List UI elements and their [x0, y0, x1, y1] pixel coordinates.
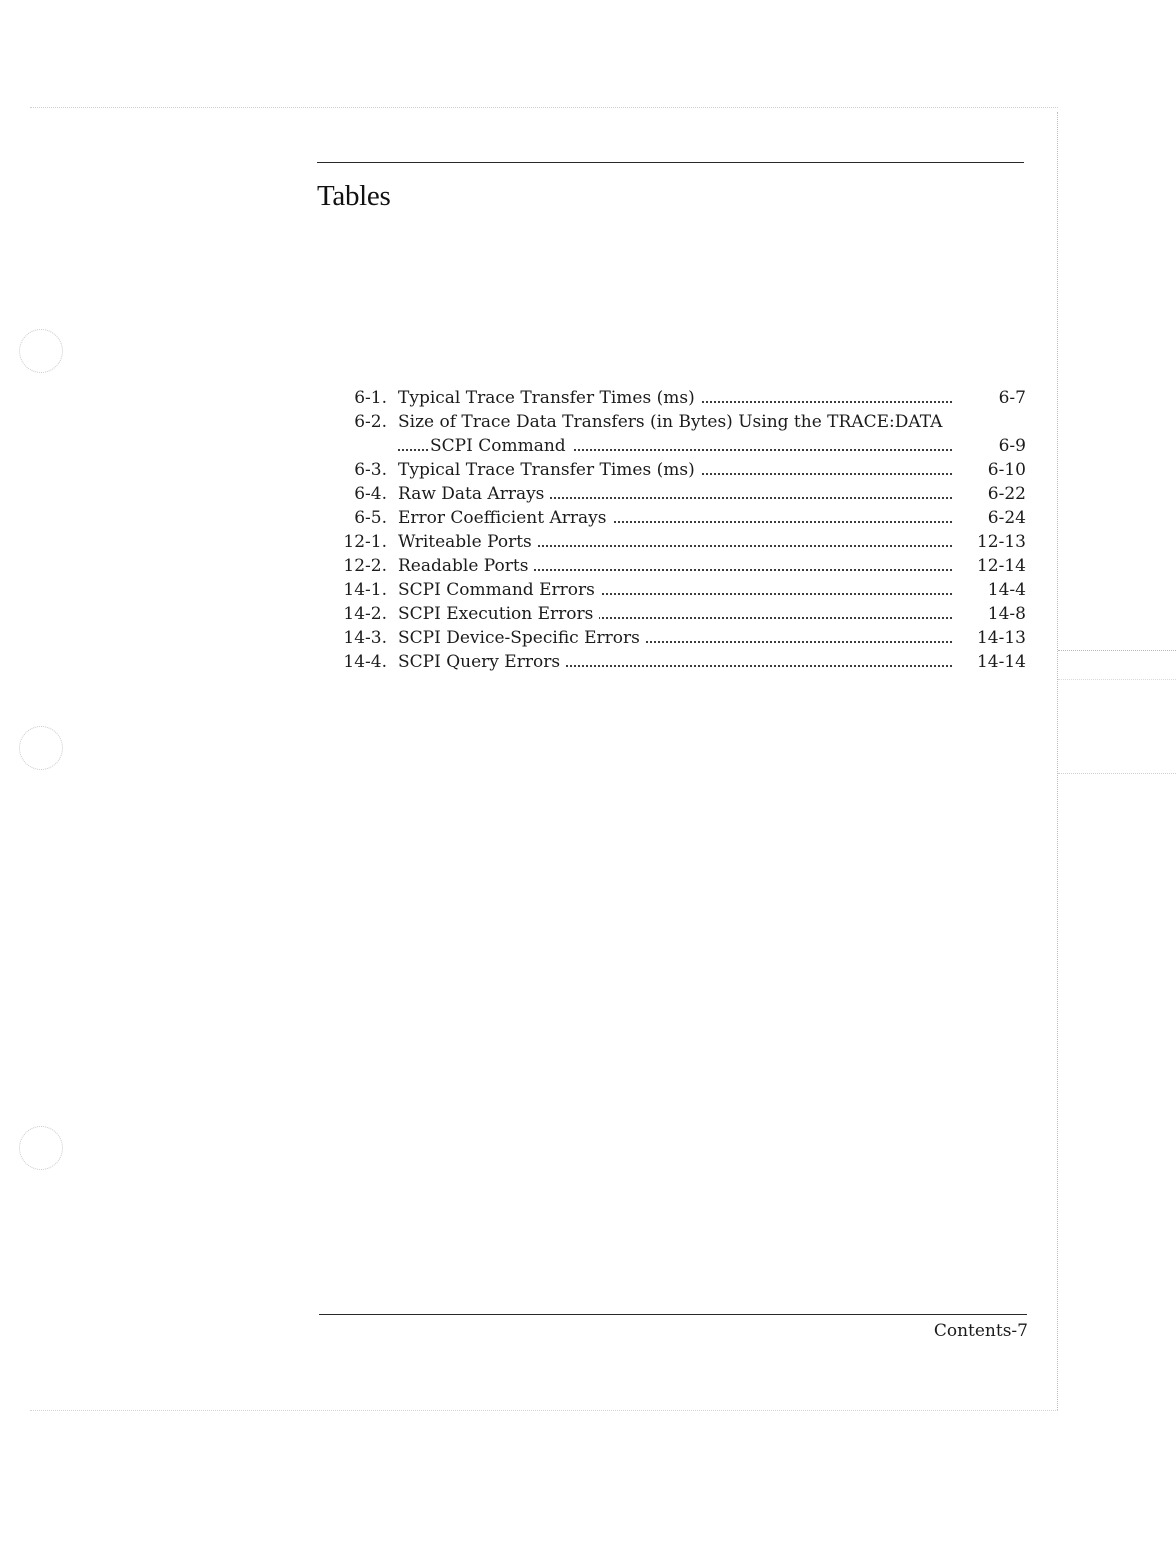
tab-divider-mark	[1058, 679, 1176, 680]
toc-entry-number: 6-5.	[354, 508, 387, 528]
header-rule	[317, 162, 1024, 163]
tab-divider-mark	[1058, 773, 1176, 774]
toc-entry[interactable]	[330, 554, 1026, 578]
tab-divider-mark	[1058, 650, 1176, 651]
sheet-edge-top	[30, 107, 1058, 108]
toc-entry-page: 14-14	[969, 650, 1026, 674]
toc-entry-page: 12-14	[969, 554, 1026, 578]
toc-entry-page: 6-10	[980, 458, 1026, 482]
toc-entry-number: 14-4.	[343, 652, 387, 672]
sheet-edge-right	[1057, 112, 1058, 1410]
toc-entry-number: 6-1.	[354, 388, 387, 408]
binder-hole	[19, 1126, 63, 1170]
toc-entry-title: SCPI Execution Errors	[398, 602, 599, 626]
toc-entry-number: 14-3.	[343, 628, 387, 648]
toc-entry-page: 14-13	[969, 626, 1026, 650]
binder-hole	[19, 726, 63, 770]
toc-entry-title: SCPI Query Errors	[398, 650, 566, 674]
toc-entry-title: Size of Trace Data Transfers (in Bytes) Using the TRACE:DATA	[398, 410, 948, 434]
toc-entry-page: 14-4	[980, 578, 1026, 602]
toc-entry[interactable]	[330, 458, 1026, 482]
toc-entry[interactable]	[330, 506, 1026, 530]
sheet-edge-bottom	[30, 1410, 1058, 1411]
toc-entry-title: Writeable Ports	[398, 530, 538, 554]
toc-entry-page: 6-22	[980, 482, 1026, 506]
binder-hole	[19, 329, 63, 373]
toc-entry-number: 6-2.	[354, 412, 387, 432]
toc-entry-page: 12-13	[969, 530, 1026, 554]
toc-entry-number: 6-3.	[354, 460, 387, 480]
toc-entry-title: SCPI Command	[430, 434, 572, 458]
toc-entry-page: 6-7	[991, 386, 1026, 410]
toc-entry-number: 12-1.	[343, 532, 387, 552]
toc-entry-title: SCPI Device-Specific Errors	[398, 626, 646, 650]
toc-entry-title: Typical Trace Transfer Times (ms)	[398, 458, 701, 482]
toc-entry-number: 14-1.	[343, 580, 387, 600]
toc-entry-page: 6-24	[980, 506, 1026, 530]
toc-entry[interactable]	[330, 410, 1026, 434]
toc-entry[interactable]	[330, 650, 1026, 674]
toc-entry-page: 14-8	[980, 602, 1026, 626]
toc-entry[interactable]	[330, 578, 1026, 602]
toc-entry[interactable]	[330, 386, 1026, 410]
toc-entry-number: 12-2.	[343, 556, 387, 576]
toc-entry-page: 6-9	[991, 434, 1026, 458]
page-title: Tables	[317, 180, 391, 212]
toc-entry-continuation[interactable]	[330, 434, 1026, 458]
list-of-tables	[330, 386, 1026, 674]
toc-entry-title: Readable Ports	[398, 554, 534, 578]
toc-entry-title: Raw Data Arrays	[398, 482, 550, 506]
toc-entry-number: 6-4.	[354, 484, 387, 504]
page-number: Contents-7	[933, 1321, 1028, 1341]
toc-entry[interactable]	[330, 626, 1026, 650]
toc-entry-number: 14-2.	[343, 604, 387, 624]
footer-rule	[319, 1314, 1027, 1315]
toc-entry-title: Error Coefficient Arrays	[398, 506, 612, 530]
toc-entry-title: SCPI Command Errors	[398, 578, 601, 602]
toc-entry[interactable]	[330, 530, 1026, 554]
toc-entry-title: Typical Trace Transfer Times (ms)	[398, 386, 701, 410]
toc-entry[interactable]	[330, 482, 1026, 506]
toc-entry[interactable]	[330, 602, 1026, 626]
